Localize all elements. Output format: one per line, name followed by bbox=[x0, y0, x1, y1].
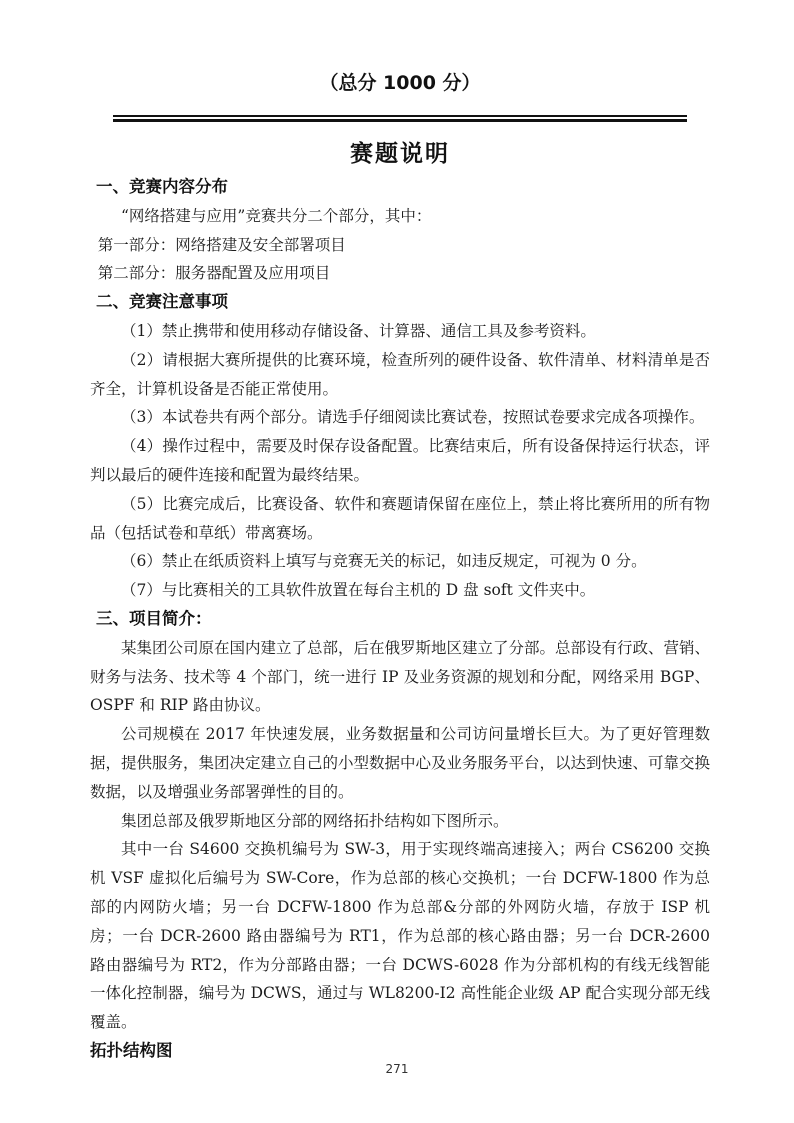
notice-item-3: （3）本试卷共有两个部分。请选手仔细阅读比赛试卷，按照试卷要求完成各项操作。 bbox=[121, 408, 705, 427]
notice-item-5: （5）比赛完成后，比赛设备、软件和赛题请保留在座位上，禁止将比赛所用的所有物品（包括试卷和草纸）带离赛场。 bbox=[90, 494, 710, 542]
section-heading-3: 三、项目简介： bbox=[96, 608, 212, 628]
project-intro-paragraph-2: 公司规模在 2017 年快速发展，业务数据量和公司访问量增长巨大。为了更好管理数据，提供服务，集团决定建立自己的小型数据中心及业务服务平台，以达到快速、可靠交换数据，以及增强业务部署弹性的目的。 bbox=[90, 725, 711, 801]
topology-diagram-heading: 拓扑结构图 bbox=[90, 1040, 173, 1060]
notice-item-4: （4）操作过程中，需要及时保存设备配置。比赛结束后，所有设备保持运行状态，评判以最后的硬件连接和配置为最终结果。 bbox=[90, 437, 710, 484]
notice-item-1: （1）禁止携带和使用移动存储设备、计算器、通信工具及参考资料。 bbox=[121, 321, 596, 340]
section1-part1-line: 第一部分：网络搭建及安全部署项目 bbox=[97, 235, 346, 254]
page-number: 271 bbox=[385, 1062, 409, 1076]
project-intro-paragraph-4: 其中一台 S4600 交换机编号为 SW-3，用于实现终端高速接入；两台 CS6200 交换机 VSF 虚拟化后编号为 SW-Core，作为总部的核心交换机；一台 DCFW-1800 作为总部的内网防火墙；另一台 DCFW-1800 作为总部&分部的外网防火墙，存放于 ISP 机房；一台 DCR-2600 路由器编号为 RT1，作为总部的核心路由器；另一台 DCR-2600 路由器编号为 RT2，作为分部路由器；一台 DCWS-6028 作为分部机构的有线无线智能一体化控制器，编号为 DCWS，通过与 WL8200-I2 高性能企业级 AP 配合实现分部无线覆盖。 bbox=[90, 840, 710, 1032]
page-title: 赛题说明 bbox=[350, 141, 450, 167]
section1-intro-paragraph: “网络搭建与应用”竞赛共分二个部分，其中： bbox=[121, 206, 432, 225]
project-intro-paragraph-1: 某集团公司原在国内建立了总部，后在俄罗斯地区建立了分部。总部设有行政、营销、财务与法务、技术等 4 个部门，统一进行 IP 及业务资源的规划和分配，网络采用 BGP、OSPF 和 RIP 路由协议。 bbox=[90, 638, 711, 715]
notice-item-6: （6）禁止在纸质资料上填写与竞赛无关的标记，如违反规定，可视为 0 分。 bbox=[121, 552, 647, 571]
project-intro-paragraph-3: 集团总部及俄罗斯地区分部的网络拓扑结构如下图所示。 bbox=[121, 811, 509, 830]
section-heading-1: 一、竞赛内容分布 bbox=[96, 177, 228, 196]
section-heading-2: 二、竞赛注意事项 bbox=[96, 292, 228, 312]
document-body bbox=[90, 173, 710, 1066]
total-score-line: （总分 1000 分） bbox=[319, 72, 481, 94]
section1-part2-line: 第二部分：服务器配置及应用项目 bbox=[97, 264, 331, 283]
notice-item-2: （2）请根据大赛所提供的比赛环境，检查所列的硬件设备、软件清单、材料清单是否齐全，计算机设备是否能正常使用。 bbox=[90, 350, 710, 398]
double-horizontal-rule bbox=[113, 115, 687, 122]
notice-item-7: （7）与比赛相关的工具软件放置在每台主机的 D 盘 soft 文件夹中。 bbox=[121, 581, 596, 600]
